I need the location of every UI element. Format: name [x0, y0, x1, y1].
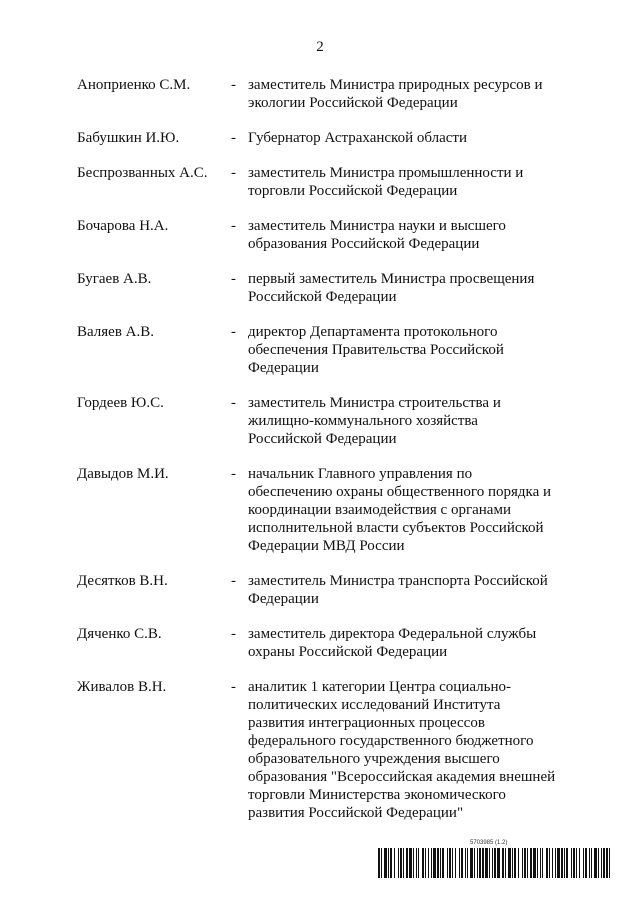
list-item — [77, 678, 577, 822]
list-item — [77, 465, 577, 555]
person-name: Живалов В.Н. — [77, 679, 167, 695]
list-item — [77, 394, 577, 448]
person-name: Дяченко С.В. — [77, 626, 162, 642]
barcode-bar — [542, 848, 543, 878]
barcode-bar — [522, 848, 523, 878]
barcode-bar — [485, 848, 488, 878]
barcode-bar — [400, 848, 402, 878]
barcode-bar — [390, 848, 392, 878]
person-name: Валяев А.В. — [77, 324, 155, 340]
barcode-bar — [394, 848, 395, 878]
barcode-bar — [378, 848, 380, 878]
person-position: заместитель Министра промышленности и торговли Российской Федерации — [248, 165, 524, 199]
barcode-bar — [549, 848, 550, 878]
barcode-bar — [537, 848, 538, 878]
barcode-bar — [573, 848, 575, 878]
barcode-bar — [594, 848, 597, 878]
barcode-bar — [449, 848, 451, 878]
barcode-label: 5703985 (1.2) — [470, 840, 508, 846]
barcode-bar — [561, 848, 563, 878]
barcode-bar — [497, 848, 500, 878]
barcode-bar — [494, 848, 496, 878]
barcode-bar — [489, 848, 490, 878]
person-position: первый заместитель Министра просвещения Российской Федерации — [248, 271, 535, 305]
barcode-bar — [598, 848, 599, 878]
barcode-bar — [428, 848, 429, 878]
barcode-bar — [409, 848, 412, 878]
person-name: Аноприенко С.М. — [77, 77, 191, 93]
list-item — [77, 164, 577, 200]
barcode-bar — [447, 848, 448, 878]
person-position: аналитик 1 категории Центра социально- политических исследований Института развития интеграционных процессов федерального государственного бюджетного образовательного учреждения высшего образования "Всероссийская академия внешней торговли Министерства экономического развития Российской Федерации" — [248, 679, 556, 821]
barcode-bar — [433, 848, 436, 878]
person-name: Бугаев А.В. — [77, 271, 152, 287]
barcode-bar — [418, 848, 419, 878]
barcode-bar — [566, 848, 568, 878]
barcode-bar — [530, 848, 532, 878]
barcode-bar — [437, 848, 439, 878]
dash-separator: - — [231, 271, 236, 287]
barcode-bar — [514, 848, 516, 878]
barcode-bar — [505, 848, 506, 878]
person-position: Губернатор Астраханской области — [248, 130, 468, 146]
barcode-bar — [403, 848, 404, 878]
person-name: Бабушкин И.Ю. — [77, 130, 180, 146]
page-number: 2 — [316, 39, 324, 55]
barcode-bar — [384, 848, 387, 878]
barcode-bar — [579, 848, 580, 878]
dash-separator: - — [231, 165, 236, 181]
barcode-bar — [461, 848, 463, 878]
dash-separator: - — [231, 466, 236, 482]
barcode-bar — [533, 848, 536, 878]
barcode-bar — [591, 848, 592, 878]
barcode-bar — [416, 848, 417, 878]
barcode-bar — [388, 848, 389, 878]
barcode-bar — [583, 848, 584, 878]
person-name: Беспрозванных А.С. — [77, 165, 208, 181]
list-item — [77, 76, 577, 112]
dash-separator: - — [231, 679, 236, 695]
barcode-bar — [440, 848, 441, 878]
dash-separator: - — [231, 573, 236, 589]
barcode-bar — [477, 848, 478, 878]
barcode-bar — [571, 848, 572, 878]
person-position: начальник Главного управления по обеспечению охраны общественного порядка и координации взаимодействия с органами исполнительной власти субъектов Российской Федерации МВД России — [248, 466, 552, 554]
barcode-bar — [381, 848, 382, 878]
person-position: заместитель Министра науки и высшего образования Российской Федерации — [248, 218, 506, 252]
barcode-bar — [527, 848, 528, 878]
barcode-bar — [606, 848, 608, 878]
dash-separator: - — [231, 130, 236, 146]
barcode-bar — [564, 848, 565, 878]
barcode-bar — [422, 848, 424, 878]
person-name: Давыдов М.И. — [77, 466, 169, 482]
person-name: Бочарова Н.А. — [77, 218, 169, 234]
list-item — [77, 270, 577, 306]
barcode-bar — [492, 848, 493, 878]
barcode-bar — [518, 848, 519, 878]
list-item — [77, 129, 577, 147]
list-item — [77, 323, 577, 377]
barcode-bar — [603, 848, 605, 878]
barcode-bar — [442, 848, 444, 878]
barcode-bar — [479, 848, 481, 878]
barcode-bar — [609, 848, 610, 878]
list-item — [77, 217, 577, 253]
barcode-bar — [431, 848, 432, 878]
barcode-bar — [546, 848, 548, 878]
person-name: Десятков В.Н. — [77, 573, 168, 589]
dash-separator: - — [231, 395, 236, 411]
attendee-list — [77, 76, 577, 839]
barcode-bar — [585, 848, 587, 878]
barcode-bar — [455, 848, 456, 878]
barcode-bar — [540, 848, 541, 878]
barcode-bar — [502, 848, 504, 878]
person-position: заместитель директора Федеральной службы охраны Российской Федерации — [248, 626, 537, 660]
barcode-bar — [552, 848, 553, 878]
barcode-bar — [576, 848, 577, 878]
dash-separator: - — [231, 218, 236, 234]
list-item — [77, 572, 577, 608]
barcode-bar — [452, 848, 453, 878]
barcode-bar — [474, 848, 475, 878]
barcode-bar — [398, 848, 399, 878]
barcode-bar — [406, 848, 408, 878]
barcode-bar — [524, 848, 526, 878]
person-position: директор Департамента протокольного обеспечения Правительства Российской Федерации — [248, 324, 504, 376]
barcode-bar — [482, 848, 484, 878]
person-position: заместитель Министра строительства и жилищно-коммунального хозяйства Российской Федерации — [248, 395, 501, 447]
barcode-bar — [557, 848, 560, 878]
barcode-bar — [467, 848, 468, 878]
list-item — [77, 625, 577, 661]
barcode-bar — [413, 848, 414, 878]
dash-separator: - — [231, 324, 236, 340]
dash-separator: - — [231, 77, 236, 93]
person-position: заместитель Министра транспорта Российской Федерации — [248, 573, 548, 607]
barcode-bar — [508, 848, 511, 878]
barcode-bar — [512, 848, 513, 878]
person-name: Гордеев Ю.С. — [77, 395, 164, 411]
dash-separator: - — [231, 626, 236, 642]
barcode-bar — [470, 848, 473, 878]
barcode-bar — [425, 848, 426, 878]
barcode-bar — [555, 848, 556, 878]
person-position: заместитель Министра природных ресурсов и экологии Российской Федерации — [248, 77, 543, 111]
barcode-bar — [601, 848, 602, 878]
barcode-graphic — [378, 848, 610, 878]
barcode-bar — [589, 848, 590, 878]
barcode-bar — [459, 848, 460, 878]
barcode-bar — [465, 848, 466, 878]
